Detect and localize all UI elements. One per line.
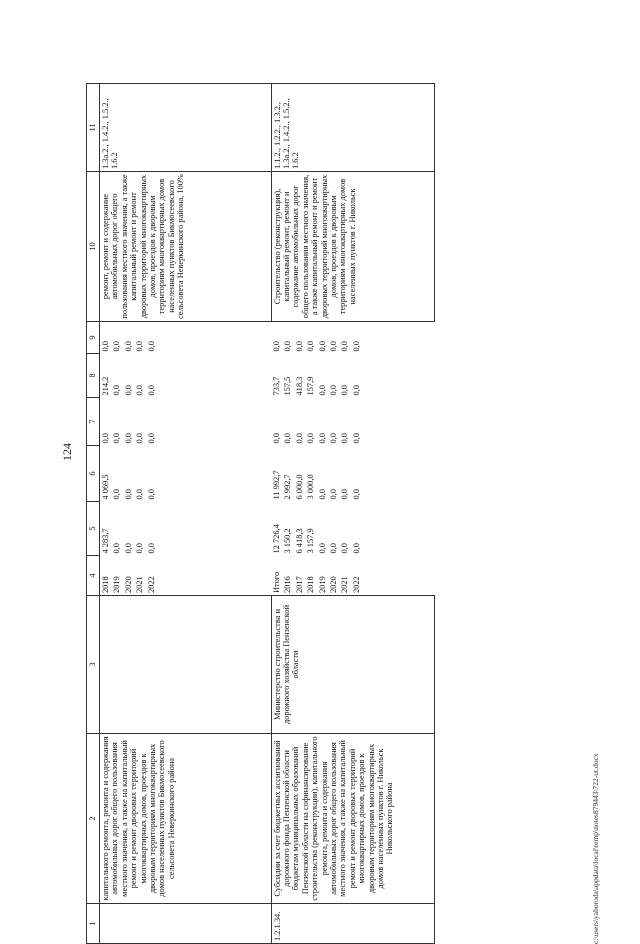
column-header: 8 bbox=[87, 354, 100, 398]
value-cell: 4 069,5 bbox=[101, 474, 110, 500]
column-header: 6 bbox=[87, 446, 100, 502]
column-header: 9 bbox=[87, 322, 100, 354]
value-cell: 0,0 bbox=[329, 385, 339, 396]
empty-cell bbox=[362, 502, 434, 556]
value-cell: 733,7 bbox=[272, 376, 282, 396]
year-cell: 2018 bbox=[306, 576, 316, 593]
year-cell: 2017 bbox=[294, 576, 304, 593]
value-cell: 6 418,3 bbox=[294, 528, 304, 554]
table-row bbox=[271, 84, 282, 944]
value-cell: 214,2 bbox=[101, 376, 110, 396]
column-header: 3 bbox=[87, 596, 100, 734]
column-header: 4 bbox=[87, 556, 100, 596]
value-cell: 418,3 bbox=[294, 376, 304, 396]
value-cell: 0,0 bbox=[146, 385, 156, 396]
row-indicators: 1.3а.2., 1.4.2., 1.5.2., 1.6.2 bbox=[100, 84, 272, 172]
value-cell: 0,0 bbox=[306, 433, 316, 444]
year-cell: 2018 bbox=[101, 576, 110, 593]
value-cell: 4 283,7 bbox=[101, 528, 110, 554]
year-cell: 2020 bbox=[123, 576, 133, 593]
row-number: 1.2.1.34. bbox=[271, 904, 434, 944]
value-cell: 0,0 bbox=[294, 433, 304, 444]
value-cell: 3 150,2 bbox=[283, 528, 293, 554]
value-cell: 0,0 bbox=[123, 489, 133, 500]
value-cell: 0,0 bbox=[294, 341, 304, 352]
column-header: 2 bbox=[87, 734, 100, 904]
value-cell: 0,0 bbox=[146, 543, 156, 554]
value-cell: 0,0 bbox=[329, 489, 339, 500]
table-row bbox=[100, 84, 112, 944]
value-cell: 11 992,7 bbox=[272, 470, 282, 500]
value-cell: 157,9 bbox=[306, 376, 316, 396]
column-header: 5 bbox=[87, 502, 100, 556]
value-cell: 0,0 bbox=[329, 341, 339, 352]
value-cell: 0,0 bbox=[317, 489, 327, 500]
year-cell: Итого bbox=[272, 571, 282, 593]
value-cell: 3 000,0 bbox=[306, 474, 316, 500]
value-cell: 0,0 bbox=[112, 489, 122, 500]
value-cell: 0,0 bbox=[135, 385, 145, 396]
empty-cell bbox=[157, 354, 271, 398]
value-cell: 0,0 bbox=[351, 385, 361, 396]
value-cell: 0,0 bbox=[146, 433, 156, 444]
value-cell: 0,0 bbox=[340, 433, 350, 444]
value-cell: 0,0 bbox=[317, 543, 327, 554]
empty-cell bbox=[157, 446, 271, 502]
row-result: Строительство (реконструкция), капитальный ремонт, ремонт и содержание автомобильных дорог общего пользования местного значения, а также капитальный ремонт и ремонт дворовых территорий многоквартирных домов, проездов к дворовым территориям многоквартирных домов населенных пунктов г. Никольск bbox=[271, 172, 434, 322]
page-number: 124 bbox=[60, 443, 74, 461]
empty-cell bbox=[157, 556, 271, 596]
row-number bbox=[100, 904, 272, 944]
year-cell: 2022 bbox=[351, 576, 361, 593]
year-cell: 2016 bbox=[283, 576, 293, 593]
value-cell: 0,0 bbox=[272, 433, 282, 444]
value-cell: 0,0 bbox=[123, 543, 133, 554]
value-cell: 0,0 bbox=[329, 433, 339, 444]
value-cell: 0,0 bbox=[306, 341, 316, 352]
value-cell: 0,0 bbox=[135, 433, 145, 444]
value-cell: 0,0 bbox=[351, 341, 361, 352]
row-result: ремонт, ремонт и содержание автомобильных дорог общего пользования местного значения, а также капитальный ремонт и ремонт дворовых территорий многоквартирных домов, проездов к дворовым территориям многоквартирных домов населенных пунктов Бикмосеевского сельсовета Неверкинского района, 100% bbox=[100, 172, 272, 322]
row-executor bbox=[100, 596, 272, 734]
value-cell: 0,0 bbox=[112, 433, 122, 444]
value-cell: 3 157,9 bbox=[306, 528, 316, 554]
value-cell: 0,0 bbox=[340, 543, 350, 554]
value-cell: 0,0 bbox=[351, 543, 361, 554]
value-cell: 0,0 bbox=[123, 341, 133, 352]
column-header: 10 bbox=[87, 172, 100, 322]
value-cell: 0,0 bbox=[123, 385, 133, 396]
value-cell: 6 000,0 bbox=[294, 474, 304, 500]
year-cell: 2021 bbox=[135, 576, 145, 593]
value-cell: 0,0 bbox=[101, 341, 110, 352]
value-cell: 0,0 bbox=[329, 543, 339, 554]
value-cell: 0,0 bbox=[272, 341, 282, 352]
empty-cell bbox=[362, 398, 434, 446]
year-cell: 2020 bbox=[329, 576, 339, 593]
value-cell: 0,0 bbox=[283, 341, 293, 352]
header-row bbox=[87, 84, 100, 944]
value-cell: 0,0 bbox=[101, 433, 110, 444]
value-cell: 0,0 bbox=[135, 489, 145, 500]
value-cell: 2 992,7 bbox=[283, 474, 293, 500]
value-cell: 0,0 bbox=[340, 489, 350, 500]
row-indicators: 1.1.2., 1.2.2., 1.3.2., 1.3а.2., 1.4.2., 1.5.2., 1.6.2 bbox=[271, 84, 434, 172]
value-cell: 0,0 bbox=[146, 489, 156, 500]
file-path: c:\users\yaboroda\appdata\local\temp\notes879443\722-ut.docx bbox=[591, 753, 600, 944]
value-cell: 0,0 bbox=[340, 341, 350, 352]
value-cell: 0,0 bbox=[317, 341, 327, 352]
value-cell: 0,0 bbox=[317, 433, 327, 444]
rotated-page bbox=[40, 0, 600, 944]
empty-cell bbox=[362, 354, 434, 398]
value-cell: 0,0 bbox=[123, 433, 133, 444]
row-description: Субсидии за счет бюджетных ассигнований дорожного фонда Пензенской области бюджетам муниципальных образований Пензенской области на софинансирование строительства (реконструкции), капитального ремонта, ремонта и содержания автомобильных дорог общего пользования местного значения, а также на капитальный ремонт и ремонт дворовых территорий многоквартирных домов, проездов к дворовым территориям многоквартирных домов населенных пунктов г. Никольск Никольского района bbox=[271, 734, 434, 904]
empty-cell bbox=[362, 556, 434, 596]
value-cell: 0,0 bbox=[340, 385, 350, 396]
year-cell: 2022 bbox=[146, 576, 156, 593]
column-header: 1 bbox=[87, 904, 100, 944]
empty-cell bbox=[157, 502, 271, 556]
program-table bbox=[86, 83, 435, 944]
value-cell: 0,0 bbox=[317, 385, 327, 396]
value-cell: 0,0 bbox=[146, 341, 156, 352]
year-cell: 2019 bbox=[112, 576, 122, 593]
empty-cell bbox=[157, 322, 271, 354]
empty-cell bbox=[157, 398, 271, 446]
value-cell: 0,0 bbox=[351, 489, 361, 500]
value-cell: 0,0 bbox=[135, 543, 145, 554]
column-header: 11 bbox=[87, 84, 100, 172]
empty-cell bbox=[362, 322, 434, 354]
year-cell: 2021 bbox=[340, 576, 350, 593]
row-executor: Министерство строительства и дорожного хозяйства Пензенской области bbox=[271, 596, 434, 734]
value-cell: 0,0 bbox=[135, 341, 145, 352]
value-cell: 0,0 bbox=[283, 433, 293, 444]
value-cell: 0,0 bbox=[351, 433, 361, 444]
value-cell: 157,5 bbox=[283, 376, 293, 396]
value-cell: 12 726,4 bbox=[272, 524, 282, 554]
value-cell: 0,0 bbox=[112, 341, 122, 352]
row-description: капитального ремонта, ремонта и содержания автомобильных дорог общего пользования местного значения, а также на капитальный ремонт и ремонт дворовых территорий многоквартирных домов, проездов к дворовым территориям многоквартирных домов населенных пунктов Бикмосеевского сельсовета Неверкинского района bbox=[100, 734, 272, 904]
value-cell: 0,0 bbox=[112, 543, 122, 554]
empty-cell bbox=[362, 446, 434, 502]
year-cell: 2019 bbox=[317, 576, 327, 593]
value-cell: 0,0 bbox=[112, 385, 122, 396]
column-header: 7 bbox=[87, 398, 100, 446]
